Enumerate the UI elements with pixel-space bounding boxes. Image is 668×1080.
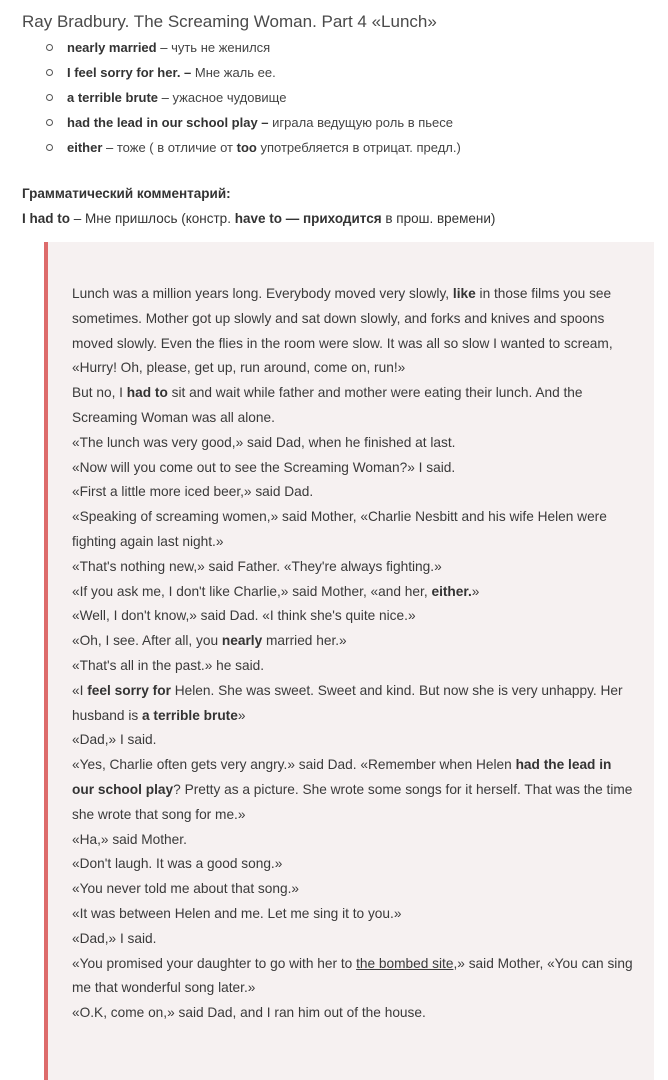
list-item: [46, 113, 461, 138]
vocab-translation: Мне жаль ее.: [194, 65, 276, 80]
grammar-term: I had to: [22, 211, 70, 226]
story-text-run: But no, I: [72, 385, 127, 401]
story-paragraph: «Don't laugh. It was a good song.»: [72, 856, 283, 872]
highlighted-term: like: [452, 286, 476, 301]
story-paragraph: «That's all in the past.» he said.: [72, 657, 265, 673]
vocabulary-list: [46, 38, 461, 163]
list-item: [46, 88, 461, 113]
circle-bullet-icon: [46, 69, 53, 76]
story-paragraph: «Ha,» said Mother.: [72, 831, 187, 847]
story-paragraph: «The lunch was very good,» said Dad, when he finished at last.: [72, 434, 456, 450]
story-text-run: «Yes, Charlie often gets very angry.» said Dad. «Remember when Helen: [72, 757, 516, 773]
story-text: [72, 282, 637, 1026]
story-paragraph: «That's nothing new,» said Father. «They're always fighting.»: [72, 558, 442, 574]
vocab-translation: чуть не женился: [171, 40, 271, 55]
vocab-separator: –: [158, 90, 173, 105]
story-paragraph: «Dad,» I said.: [72, 930, 157, 946]
story-text-run: ,» said Mother, «You can sing me that wonderful song later.»: [72, 955, 633, 996]
story-paragraph: «Well, I don't know,» said Dad. «I think she's quite nice.»: [72, 608, 416, 624]
story-paragraph: [72, 282, 637, 381]
vocab-translation-tail: употребляется в отрицат. предл.): [256, 140, 461, 155]
story-paragraph: «First a little more iced beer,» said Dad.: [72, 484, 314, 500]
circle-bullet-icon: [46, 144, 53, 151]
page-title: Ray Bradbury. The Screaming Woman. Part 4 «Lunch»: [22, 12, 437, 31]
vocab-translation: ужасное чудовище: [172, 90, 287, 105]
circle-bullet-icon: [46, 119, 53, 126]
story-text-run: »: [237, 707, 246, 723]
vocab-term: a terrible brute: [67, 90, 159, 105]
vocab-term-inline: too: [236, 140, 257, 155]
grammar-comment: [22, 211, 495, 226]
story-text-run: Helen. She was sweet. Sweet and kind. But now she is very unhappy. Her husband is: [72, 682, 623, 723]
vocab-term: nearly married: [67, 40, 157, 55]
story-text-run: «If you ask me, I don't like Charlie,» said Mother, «and her,: [72, 583, 432, 599]
story-text-run: «You promised your daughter to go with her to: [72, 955, 357, 971]
vocab-separator: –: [102, 140, 117, 155]
grammar-heading: Грамматический комментарий:: [22, 186, 231, 201]
story-paragraph: «You never told me about that song.»: [72, 881, 300, 897]
highlighted-term: had to: [126, 385, 168, 401]
story-paragraph: «Dad,» I said.: [72, 732, 157, 748]
story-text-run: ? Pretty as a picture. She wrote some songs for it herself. That was the time she wrote that song for me.»: [72, 781, 633, 822]
story-text-run: in those films you see sometimes. Mother got up slowly and sat down slowly, and forks and knives and spoons moved slowly. Even the flies in the room were slow. It was all so slow I wanted to scream, «Hurry! Oh, please, get up, run around, come on, run!»: [72, 286, 613, 376]
story-text-run: «Oh, I see. After all, you: [72, 633, 222, 649]
highlighted-term: a terrible brute: [142, 707, 238, 723]
circle-bullet-icon: [46, 94, 53, 101]
highlighted-term: either.: [431, 583, 472, 599]
highlighted-term: feel sorry for: [87, 682, 171, 698]
story-text-run: married her.»: [262, 633, 347, 649]
list-item: [46, 63, 461, 88]
story-paragraph: [72, 629, 637, 654]
highlighted-term: nearly: [221, 633, 263, 649]
vocab-translation: играла ведущую роль в пьесе: [272, 115, 453, 130]
grammar-text: Мне пришлось (констр.: [85, 211, 235, 226]
grammar-term: have to — приходится: [234, 211, 382, 226]
story-paragraph: «It was between Helen and me. Let me sing it to you.»: [72, 905, 402, 921]
story-paragraph: «Speaking of screaming women,» said Mother, «Charlie Nesbitt and his wife Helen were fighting again last night.»: [72, 509, 607, 549]
story-paragraph: [72, 381, 637, 431]
story-paragraph: [72, 753, 637, 827]
story-text-run: Lunch was a million years long. Everybody moved very slowly,: [72, 286, 453, 301]
grammar-text: в прош. времени): [381, 211, 496, 226]
highlighted-term: had the lead in our school play: [72, 757, 612, 797]
list-item: [46, 138, 461, 163]
grammar-dash: –: [70, 211, 86, 226]
vocab-term: I feel sorry for her. –: [67, 65, 192, 80]
story-text-run: «I: [72, 682, 88, 698]
story-paragraph: «Now will you come out to see the Screaming Woman?» I said.: [72, 459, 456, 475]
story-text-run: »: [471, 583, 480, 599]
story-paragraph: [72, 952, 637, 1002]
story-paragraph: «O.K, come on,» said Dad, and I ran him out of the house.: [72, 1005, 426, 1021]
story-blockquote: [44, 242, 654, 1080]
story-paragraph: [72, 580, 637, 605]
bombed-site-link[interactable]: the bombed site: [356, 955, 454, 971]
story-text-run: sit and wait while father and mother were eating their lunch. And the Screaming Woman was all alone.: [72, 385, 583, 425]
story-paragraph: [72, 679, 637, 729]
circle-bullet-icon: [46, 44, 53, 51]
list-item: [46, 38, 461, 63]
vocab-term: had the lead in our school play –: [67, 115, 269, 130]
vocab-separator: –: [156, 40, 172, 55]
vocab-translation: тоже ( в отличие от: [116, 140, 233, 155]
vocab-term: either: [67, 140, 103, 155]
